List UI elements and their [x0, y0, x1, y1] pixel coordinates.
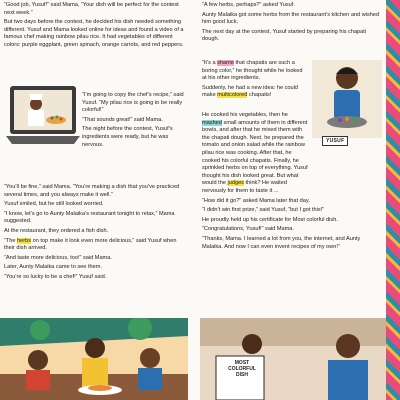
text-segment: Suddenly, he had a new idea: he could make — [202, 84, 298, 99]
right-column-mid — [202, 60, 308, 102]
right-column-top — [202, 2, 382, 46]
paragraph: “A few herbs, perhaps?” asked Yusuf. — [202, 2, 295, 8]
paragraph: “How did it go?” asked Mama later that day. — [202, 197, 310, 204]
paragraph: “Good job, Yusuf!” said Mama, “Your dish will be perfect for the contest next week.” — [4, 2, 179, 16]
restaurant-illustration — [0, 318, 188, 400]
text-segment: chapatis! — [247, 92, 272, 99]
paragraph: “I know, let’s go to Aunty Malaika’s restaurant tonight to relax,” Mama suggested. — [4, 210, 175, 225]
text-segment: think? He waited nervously for them to taste it ... — [202, 180, 287, 194]
certificate-line: DISH — [236, 372, 248, 378]
paragraph: “You’re so lucky to be a chef!” Yusuf said. — [4, 273, 107, 280]
text-segment: that chapatis are such a boring color,” he thought while he looked at his other ingredients. — [202, 60, 303, 82]
text-segment: small amounts of them in different bowls, and after that he mixed them with the chapati dough. Next, he prepared the tomato and onion salad while the rainbow pilau rice was cooking. After that, he cooked his colorful chapatis. Finally, he sprinkled herbs on top of everything. Yusuf thought his dish looked great. But what would the — [202, 119, 308, 187]
certificate-illustration — [200, 318, 386, 400]
laptop-chef-illustration — [6, 82, 80, 150]
paragraph: But two days before the contest, he decided his dish needed something different. Yusuf and Mama looked online for ideas and found a video of a famous chef making rainbow pilau rice. It had vegetables of different colors: purple eggplant, green spinach, orange carrots, and red peppers. — [4, 19, 184, 48]
paragraph: He proudly held up his certificate for Most colorful dish. — [202, 216, 338, 223]
paragraph: Yusuf smiled, but he still looked worried. — [4, 201, 104, 208]
highlighted-word: mashed — [202, 119, 222, 126]
text-segment: on top make it look even more delicious,” said Yusuf when their dish arrived. — [4, 237, 177, 252]
paragraph — [202, 112, 308, 196]
certificate-text — [220, 360, 264, 378]
certificate-line: COLORFUL — [228, 366, 256, 372]
paragraph — [202, 85, 308, 100]
paragraph — [202, 60, 308, 83]
paragraph: “I’m going to copy the chef’s recipe,” said Yusuf. “My pilau rice is going to be really colorful!” — [82, 92, 184, 114]
text-segment: “It’s a — [202, 60, 218, 66]
paragraph: The night before the contest, Yusuf’s ingredients were ready, but he was nervous. — [82, 126, 173, 148]
paragraph: “I didn’t win first prize,” said Yusuf, “but I got this!” — [202, 207, 325, 214]
paragraph — [4, 238, 186, 253]
paragraph: “You’ll be fine,” said Mama. “You’re making a dish that you’ve practiced several times, and you always make it well.” — [4, 184, 180, 198]
highlighted-word: multicolored — [217, 92, 248, 99]
paragraph: “Thanks, Mama. I learned a lot from you, the internet, and Aunty Malaika. And now I can even invent recipes of my own!” — [202, 235, 361, 250]
right-column-lower — [202, 112, 382, 253]
paragraph: “That sounds great!” said Mama. — [82, 116, 163, 123]
paragraph: At the restaurant, they ordered a fish dish. — [4, 227, 109, 234]
decorative-border — [386, 0, 400, 400]
certificate-line: MOST — [234, 360, 250, 366]
highlighted-word: herbs — [17, 237, 32, 244]
name-tag: YUSUF — [322, 136, 348, 146]
paragraph: Later, Aunty Malaika came to see them. — [4, 264, 102, 271]
left-column-mid — [82, 92, 186, 151]
paragraph: “Congratulations, Yusuf!” said Mama. — [202, 226, 294, 233]
highlighted-word: judges — [227, 180, 244, 187]
highlighted-word: shame — [217, 60, 234, 66]
paragraph: “And taste more delicious, too!” said Mama. — [4, 254, 112, 261]
text-segment: He cooked his vegetables, then he — [202, 112, 288, 118]
paragraph: The next day at the contest, Yusuf started by preparing his chapati dough. — [202, 28, 367, 43]
left-column-lower — [4, 184, 186, 284]
left-column — [4, 2, 186, 52]
text-segment: “The — [4, 237, 18, 244]
paragraph: Aunty Malaika got some herbs from the restaurant’s kitchen and wished him good luck. — [202, 11, 380, 26]
